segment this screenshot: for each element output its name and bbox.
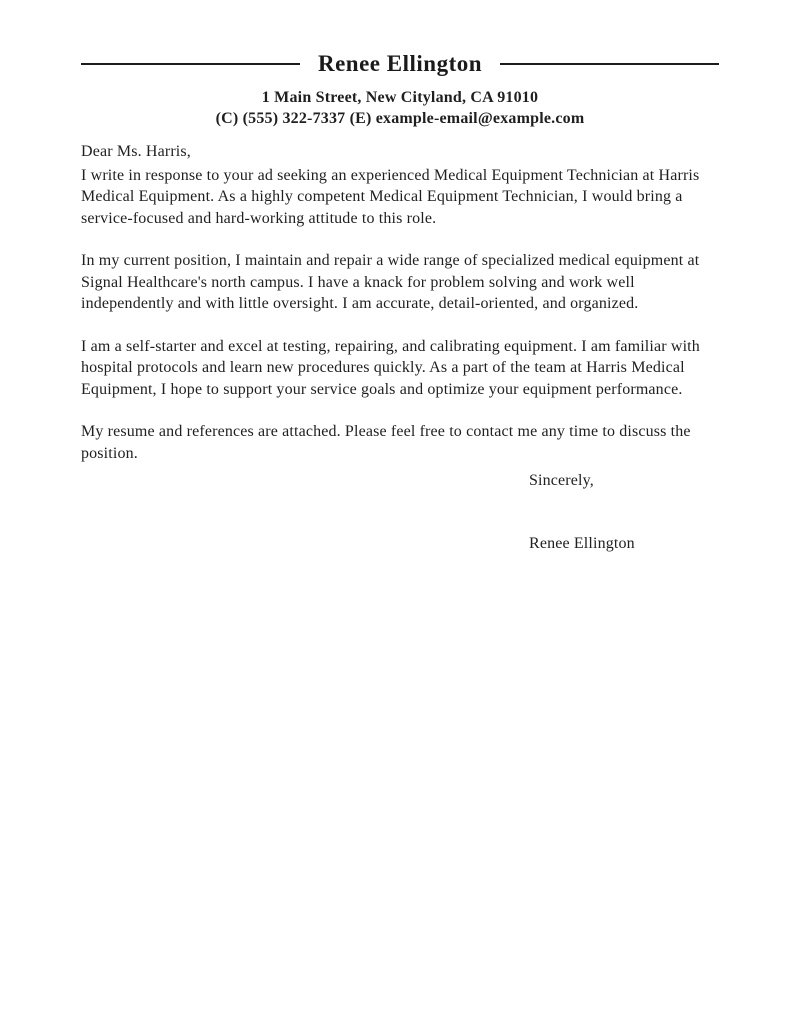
letter-header xyxy=(81,50,719,129)
signature-name: Renee Ellington xyxy=(529,534,635,552)
letter-body xyxy=(81,141,719,554)
header-name: Renee Ellington xyxy=(317,51,483,76)
salutation: Dear Ms. Harris, xyxy=(81,143,191,160)
paragraph-resume-attached: My resume and references are attached. Please feel free to contact me any time to discuss the position. xyxy=(81,423,691,462)
closing-block xyxy=(81,470,719,554)
paragraph-intro: I write in response to your ad seeking an experienced Medical Equipment Technician at Harris Medical Equipment. As a highly competent Medical Equipment Technician, I would bring a service-focused and hard-working attitude to this role. xyxy=(81,166,700,227)
header-address: 1 Main Street, New Cityland, CA 91010 xyxy=(261,89,539,106)
header-name-row xyxy=(81,50,719,78)
paragraph-skills: I am a self-starter and excel at testing, repairing, and calibrating equipment. I am familiar with hospital protocols and learn new procedures quickly. As a part of the team at Harris Medical Equipment, I hope to support your service goals and optimize your equipment performance. xyxy=(81,337,700,398)
closing-salutation: Sincerely, xyxy=(529,472,594,489)
header-rule-right xyxy=(500,63,719,65)
paragraph-current-position: In my current position, I maintain and repair a wide range of specialized medical equipment at Signal Healthcare's north campus. I have a knack for problem solving and work well independently and with little oversight. I am accurate, detail-oriented, and organized. xyxy=(81,252,700,312)
header-rule-left xyxy=(81,63,300,65)
header-contact: (C) (555) 322-7337 (E) example-email@example.com xyxy=(215,110,585,127)
